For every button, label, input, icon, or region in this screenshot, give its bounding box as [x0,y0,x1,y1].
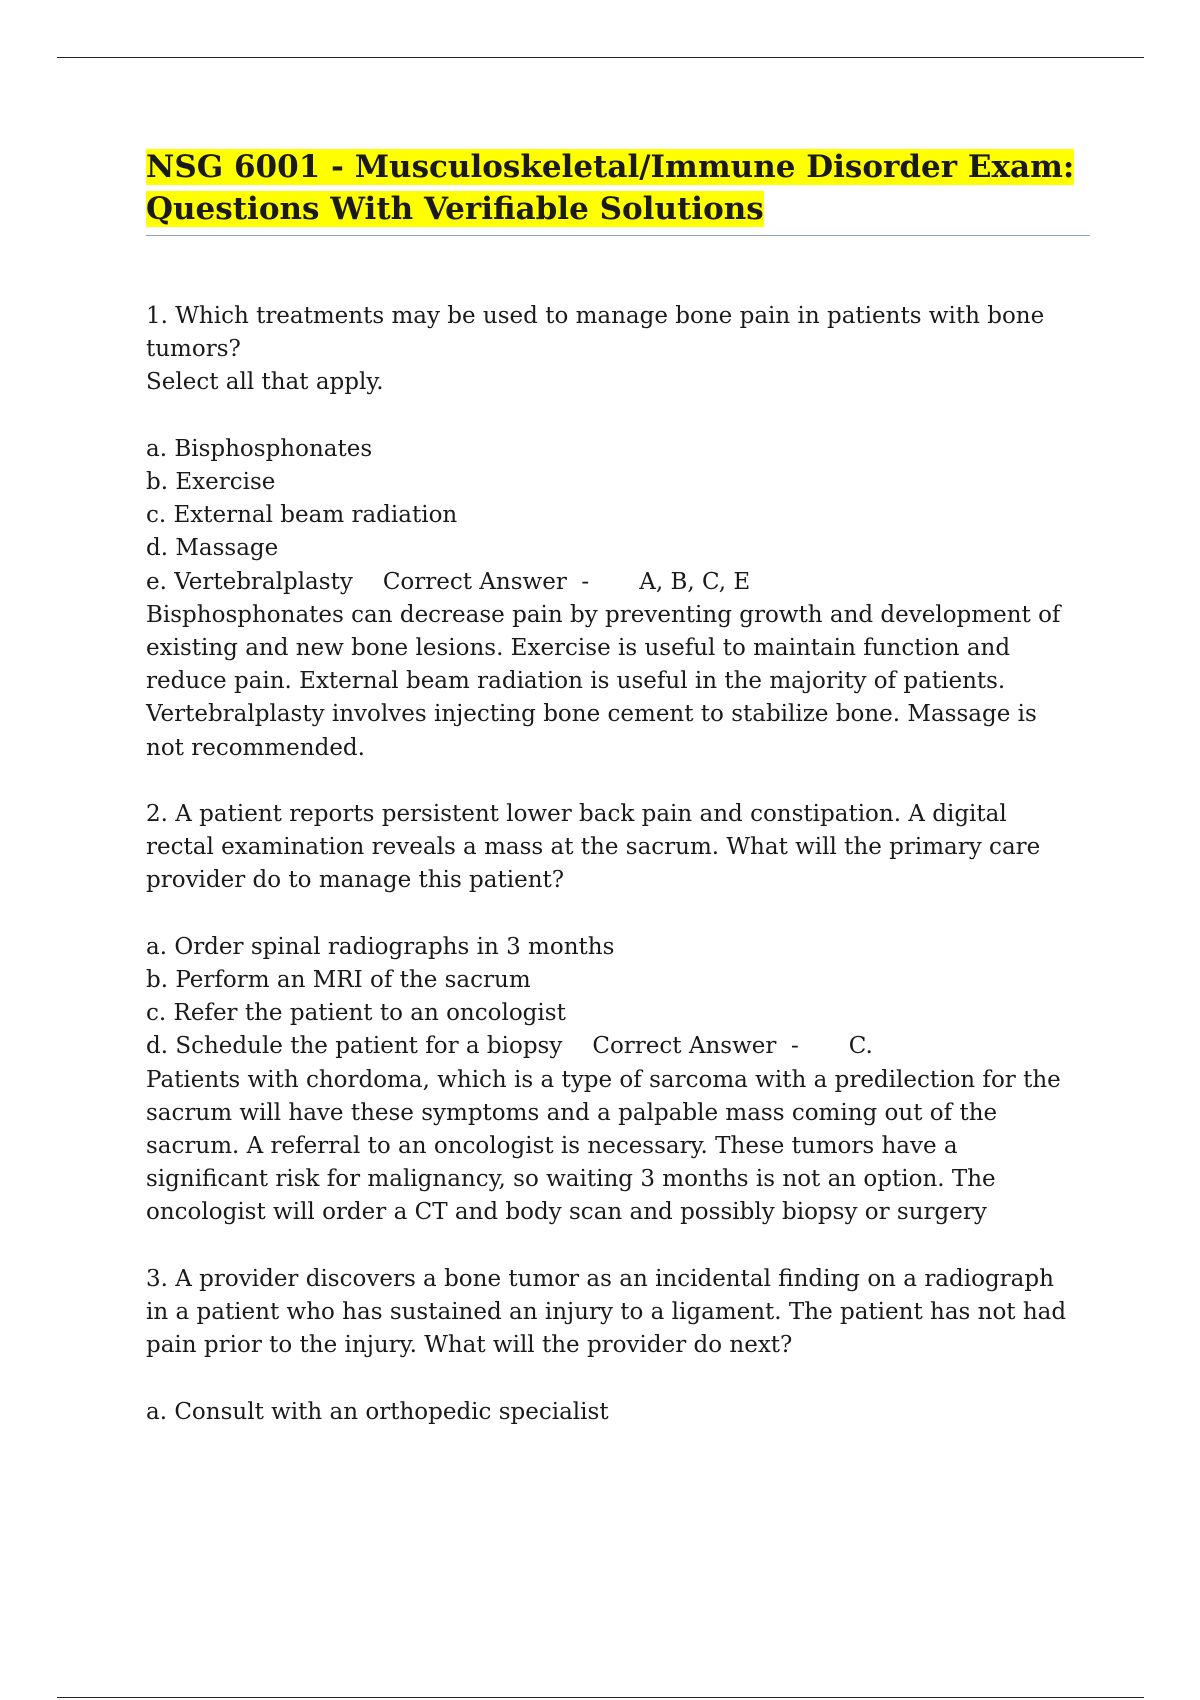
correct-answer-value: C. [848,1033,873,1060]
answer-option-with-key [146,566,1090,599]
questions-body [146,300,1090,1429]
document-content [146,146,1090,1429]
answer-option: c. External beam radiation [146,502,458,529]
question-stem-line: rectal examination reveals a mass at the sacrum. What will the primary care [146,834,1041,861]
question-3 [146,1263,1090,1429]
answer-option: a. Order spinal radiographs in 3 months [146,933,615,960]
correct-answer-label: Correct Answer - [592,1033,799,1060]
answer-option: b. Perform an MRI of the sacrum [146,967,531,994]
answer-option: a. Consult with an orthopedic specialist [146,1398,609,1425]
question-stem-line: 1. Which treatments may be used to manage bone pain in patients with bone [146,303,1045,329]
question-stem-line: pain prior to the injury. What will the provider do next? [146,1332,793,1359]
answer-option: b. Exercise [146,469,276,495]
answer-option: c. Refer the patient to an oncologist [146,1000,566,1027]
answer-option-with-key [146,1030,1090,1063]
page-top-rule [57,57,1144,58]
page-bottom-rule [57,1697,1144,1698]
question-instruction: Select all that apply. [146,369,384,396]
question-2 [146,798,1090,1230]
answer-option: e. Vertebralplasty [146,568,353,595]
title-line-2: Questions With Verifiable Solutions [146,191,764,227]
rationale-line: not recommended. [146,734,365,761]
rationale-line: Vertebralplasty involves injecting bone cement to stabilize bone. Massage is [146,701,1037,728]
title-line-1: NSG 6001 - Musculoskeletal/Immune Disorder Exam: [146,149,1075,185]
question-stem-line: tumors? [146,336,241,363]
rationale-line: existing and new bone lesions. Exercise is useful to maintain function and [146,635,1011,662]
answer-option: a. Bisphosphonates [146,435,373,462]
answer-option: d. Schedule the patient for a biopsy [146,1033,563,1060]
question-1 [146,300,1090,765]
correct-answer-label: Correct Answer - [382,568,590,595]
rationale-line: oncologist will order a CT and body scan and possibly biopsy or surgery [146,1199,987,1226]
rationale-line: sacrum. A referral to an oncologist is necessary. These tumors have a [146,1133,958,1160]
rationale-line: sacrum will have these symptoms and a palpable mass coming out of the [146,1099,998,1126]
rationale-line: reduce pain. External beam radiation is useful in the majority of patients. [146,668,1006,695]
question-stem-line: in a patient who has sustained an injury to a ligament. The patient has not had [146,1299,1067,1326]
title-underline-rule [146,235,1090,236]
correct-answer-value: A, B, C, E [639,568,751,595]
question-stem-line: provider do to manage this patient? [146,867,565,894]
answer-option: d. Massage [146,535,279,562]
rationale-line: significant risk for malignancy, so waiting 3 months is not an option. The [146,1166,996,1193]
question-stem-line: 2. A patient reports persistent lower back pain and constipation. A digital [146,801,1007,828]
question-stem-line: 3. A provider discovers a bone tumor as an incidental finding on a radiograph [146,1265,1054,1292]
rationale-line: Bisphosphonates can decrease pain by preventing growth and development of [146,601,1061,628]
document-title [146,146,1090,230]
rationale-line: Patients with chordoma, which is a type of sarcoma with a predilection for the [146,1066,1061,1093]
